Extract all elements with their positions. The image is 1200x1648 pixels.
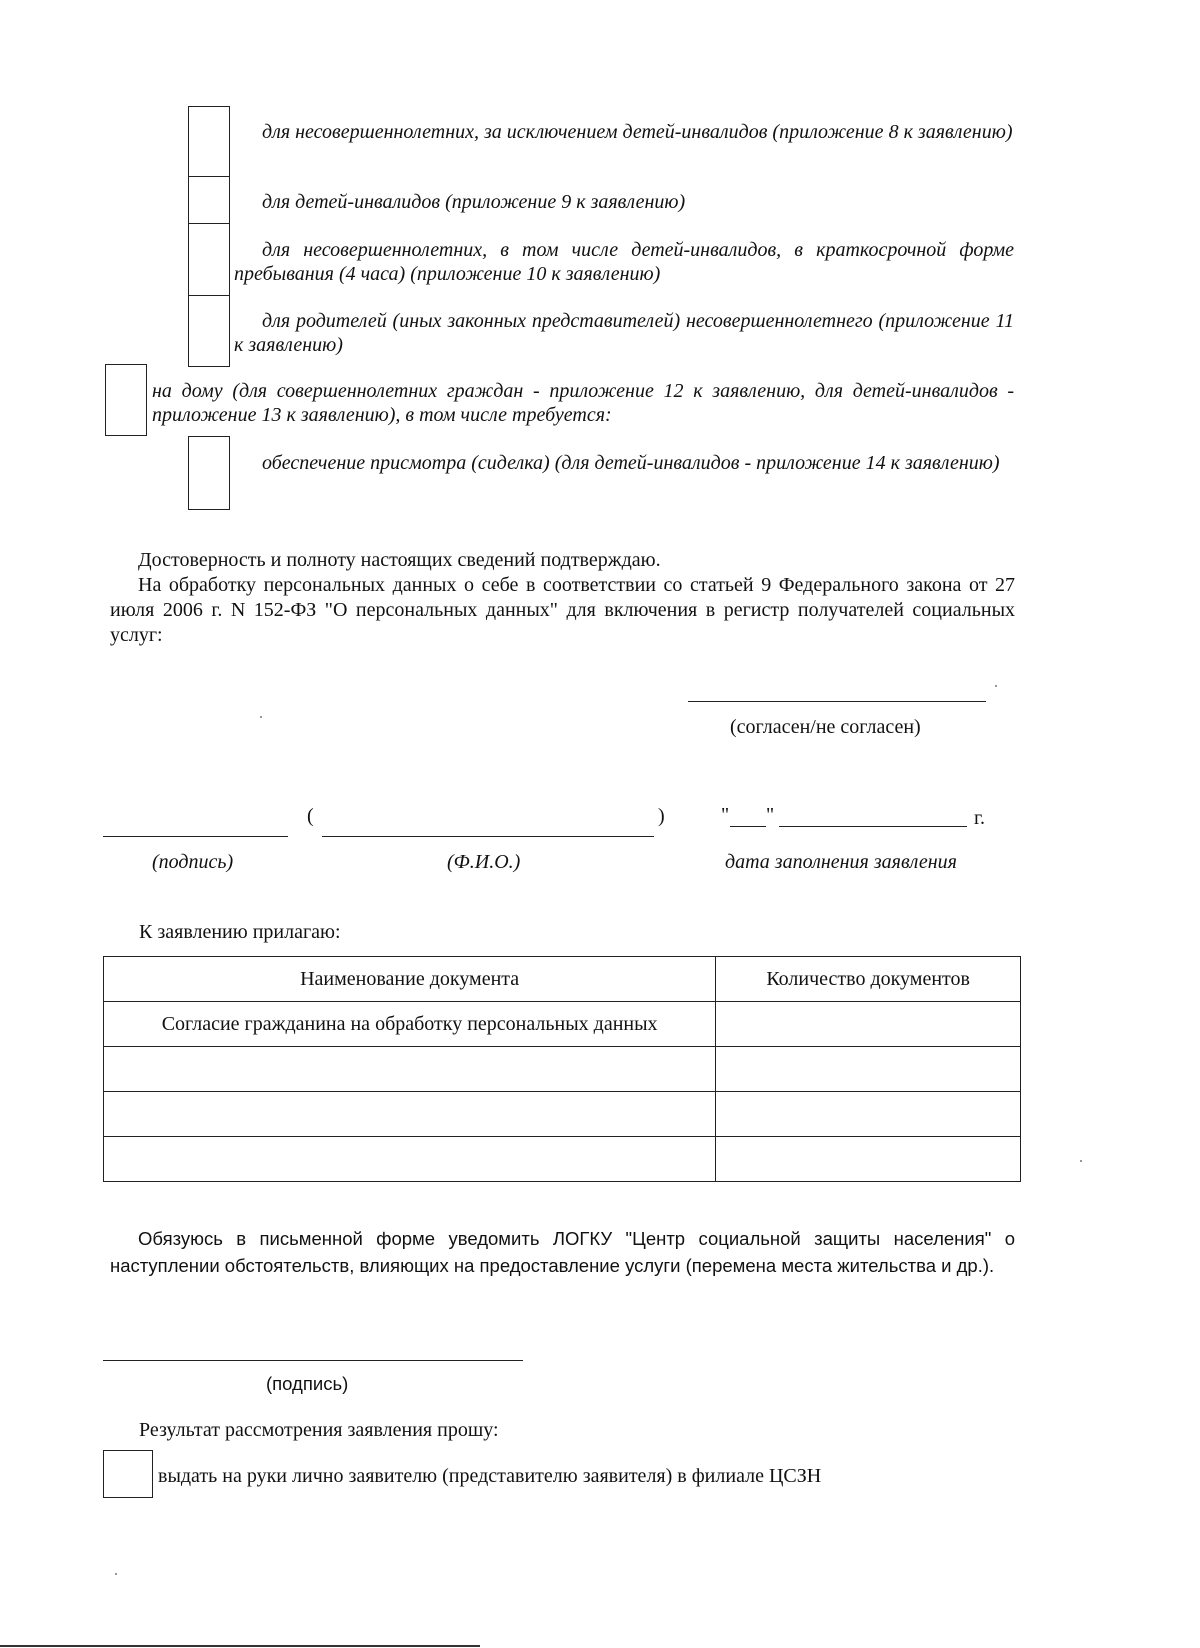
date-day-line[interactable]: [730, 826, 766, 827]
close-paren: ): [658, 805, 665, 827]
cell-document-name[interactable]: Согласие гражданина на обработку персональных данных: [104, 1002, 716, 1047]
scan-speck: [995, 685, 997, 687]
header-document-name: Наименование документа: [104, 957, 716, 1002]
cell-document-count[interactable]: [716, 1092, 1021, 1137]
table-row: [104, 1002, 1021, 1047]
checkbox-short-term[interactable]: [188, 223, 230, 297]
consent-text: На обработку персональных данных о себе в соответствии со статьей 9 Федерального закона от 27 июля 2006 г. N 152-ФЗ "О персональных данных" для включения в регистр получателей социальных услуг:: [110, 574, 1015, 646]
cell-document-count[interactable]: [716, 1002, 1021, 1047]
option-minors-except-disabled: для несовершеннолетних, за исключением детей-инвалидов (приложение 8 к заявлению): [262, 121, 1013, 143]
table-header-row: [104, 957, 1021, 1002]
option-supervision: обеспечение присмотра (сиделка) (для детей-инвалидов - приложение 14 к заявлению): [262, 452, 1000, 474]
checkbox-result-in-person[interactable]: [103, 1450, 153, 1498]
checkbox-supervision[interactable]: [188, 436, 230, 510]
signature-caption: (подпись): [152, 851, 234, 873]
year-suffix: г.: [974, 807, 985, 829]
open-paren: (: [307, 805, 314, 827]
date-quote-close: ": [766, 804, 775, 826]
obligation-text: Обязуюсь в письменной форме уведомить ЛОГКУ "Центр социальной защиты населения" о наступлении обстоятельств, влияющих на предоставление услуги (перемена места жительства и др.).: [110, 1228, 1015, 1276]
cell-document-count[interactable]: [716, 1047, 1021, 1092]
scan-speck: [260, 716, 262, 718]
result-intro: Результат рассмотрения заявления прошу:: [139, 1419, 499, 1441]
checkbox-disabled-children[interactable]: [188, 176, 230, 225]
obligation-signature-line[interactable]: [103, 1360, 523, 1361]
signature-line[interactable]: [103, 836, 288, 837]
scan-edge: [0, 1645, 480, 1647]
cell-document-name[interactable]: [104, 1137, 716, 1182]
cell-document-name[interactable]: [104, 1092, 716, 1137]
header-document-count: Количество документов: [716, 957, 1021, 1002]
consent-caption: (согласен/не согласен): [730, 716, 921, 738]
full-name-line[interactable]: [322, 836, 654, 837]
option-parents: для родителей (иных законных представителей) несовершеннолетнего (приложение 11 к заявлению): [234, 310, 1014, 356]
date-month-line[interactable]: [779, 826, 967, 827]
checkbox-parents[interactable]: [188, 295, 230, 367]
attachments-table: [103, 956, 1021, 1182]
option-at-home: на дому (для совершеннолетних граждан - приложение 12 к заявлению, для детей-инвалидов - приложение 13 к заявлению), в том числе требуется:: [152, 380, 1014, 426]
option-disabled-children: для детей-инвалидов (приложение 9 к заявлению): [262, 191, 686, 213]
full-name-caption: (Ф.И.О.): [447, 851, 521, 873]
checkbox-minors-except-disabled[interactable]: [188, 106, 230, 178]
date-quote-open: ": [721, 804, 730, 826]
option-short-term: для несовершеннолетних, в том числе детей-инвалидов, в краткосрочной форме пребывания (4 часа) (приложение 10 к заявлению): [234, 239, 1014, 285]
cell-document-count[interactable]: [716, 1137, 1021, 1182]
consent-answer-line[interactable]: [688, 701, 986, 702]
result-option-text: выдать на руки лично заявителю (представителю заявителя) в филиале ЦСЗН: [158, 1465, 822, 1487]
obligation-signature-caption: (подпись): [266, 1373, 349, 1394]
attachments-intro: К заявлению прилагаю:: [139, 921, 341, 943]
cell-document-name[interactable]: [104, 1047, 716, 1092]
table-row: [104, 1047, 1021, 1092]
table-row: [104, 1137, 1021, 1182]
table-row: [104, 1092, 1021, 1137]
scan-speck: [115, 1573, 117, 1575]
confirmation-text: Достоверность и полноту настоящих сведений подтверждаю.: [138, 549, 661, 571]
date-caption: дата заполнения заявления: [725, 851, 957, 873]
checkbox-at-home[interactable]: [105, 364, 147, 436]
scan-speck: [1080, 1160, 1082, 1162]
